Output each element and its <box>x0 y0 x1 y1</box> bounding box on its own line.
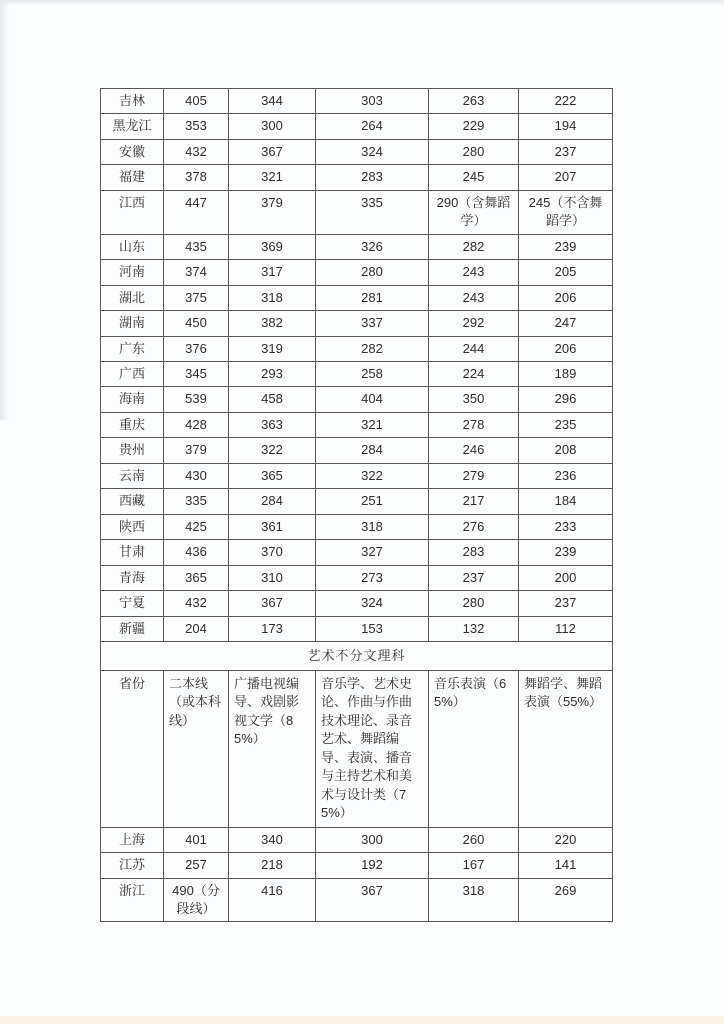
score-cell: 321 <box>229 165 316 190</box>
score-cell: 200 <box>519 565 613 590</box>
score-cell: 324 <box>316 139 429 164</box>
score-cell: 237 <box>519 139 613 164</box>
province-cell: 江苏 <box>101 853 164 878</box>
province-cell: 陕西 <box>101 514 164 539</box>
score-cell: 224 <box>429 361 519 386</box>
score-cell: 344 <box>229 89 316 114</box>
province-score-rows <box>101 89 613 642</box>
score-cell: 245 <box>429 165 519 190</box>
province-cell: 青海 <box>101 565 164 590</box>
province-cell: 吉林 <box>101 89 164 114</box>
score-cell: 206 <box>519 285 613 310</box>
score-cell: 184 <box>519 489 613 514</box>
column-header-musicology-group: 音乐学、艺术史论、作曲与作曲技术理论、录音艺术、舞蹈编导、表演、播音与主持艺术和美术与设计类（75%） <box>316 670 429 827</box>
province-cell: 黑龙江 <box>101 114 164 139</box>
score-cell: 244 <box>429 336 519 361</box>
score-cell: 447 <box>164 190 229 234</box>
score-cell: 280 <box>429 591 519 616</box>
score-cell: 237 <box>519 591 613 616</box>
score-cell: 376 <box>164 336 229 361</box>
score-cell: 284 <box>229 489 316 514</box>
score-cell: 363 <box>229 412 316 437</box>
province-cell: 贵州 <box>101 438 164 463</box>
score-cell: 300 <box>316 827 429 852</box>
table-row <box>101 139 613 164</box>
score-cell: 303 <box>316 89 429 114</box>
score-cell: 432 <box>164 591 229 616</box>
score-cell: 280 <box>429 139 519 164</box>
art-section-rows <box>101 827 613 922</box>
score-cell: 263 <box>429 89 519 114</box>
score-cell: 217 <box>429 489 519 514</box>
score-cell: 337 <box>316 311 429 336</box>
table-row <box>101 190 613 234</box>
table-row <box>101 827 613 852</box>
score-cell: 264 <box>316 114 429 139</box>
table-row <box>101 540 613 565</box>
score-cell: 282 <box>316 336 429 361</box>
score-cell: 206 <box>519 336 613 361</box>
score-cell: 310 <box>229 565 316 590</box>
score-cell: 292 <box>429 311 519 336</box>
table-row <box>101 165 613 190</box>
score-cell: 318 <box>316 514 429 539</box>
score-cell: 278 <box>429 412 519 437</box>
score-cell: 539 <box>164 387 229 412</box>
column-header-second-tier-line: 二本线（或本科线） <box>164 670 229 827</box>
score-cell: 369 <box>229 234 316 259</box>
score-cell: 260 <box>429 827 519 852</box>
score-cell: 229 <box>429 114 519 139</box>
score-cell: 345 <box>164 361 229 386</box>
score-cell: 189 <box>519 361 613 386</box>
province-cell: 河南 <box>101 260 164 285</box>
score-cell: 296 <box>519 387 613 412</box>
column-header-music-performance: 音乐表演（65%） <box>429 670 519 827</box>
score-cell: 327 <box>316 540 429 565</box>
score-cell: 273 <box>316 565 429 590</box>
score-cell: 458 <box>229 387 316 412</box>
score-cell: 247 <box>519 311 613 336</box>
score-cell: 317 <box>229 260 316 285</box>
province-cell: 广西 <box>101 361 164 386</box>
score-cell: 284 <box>316 438 429 463</box>
score-cell: 257 <box>164 853 229 878</box>
province-cell: 江西 <box>101 190 164 234</box>
score-cell: 220 <box>519 827 613 852</box>
province-cell: 云南 <box>101 463 164 488</box>
score-cell: 416 <box>229 878 316 922</box>
score-cell: 251 <box>316 489 429 514</box>
score-cell: 173 <box>229 616 316 641</box>
score-cell: 205 <box>519 260 613 285</box>
score-cell: 112 <box>519 616 613 641</box>
scores-table <box>100 88 613 922</box>
score-cell: 335 <box>164 489 229 514</box>
score-cell: 258 <box>316 361 429 386</box>
score-cell: 239 <box>519 540 613 565</box>
scan-edge-bottom <box>0 1016 724 1024</box>
table-row <box>101 412 613 437</box>
score-cell: 246 <box>429 438 519 463</box>
score-cell: 194 <box>519 114 613 139</box>
score-cell: 436 <box>164 540 229 565</box>
score-cell: 239 <box>519 234 613 259</box>
score-cell: 208 <box>519 438 613 463</box>
section-title-row <box>101 641 613 670</box>
province-cell: 山东 <box>101 234 164 259</box>
province-cell: 海南 <box>101 387 164 412</box>
score-cell: 290（含舞蹈学） <box>429 190 519 234</box>
province-cell: 西藏 <box>101 489 164 514</box>
column-header-dance: 舞蹈学、舞蹈表演（55%） <box>519 670 613 827</box>
score-cell: 237 <box>429 565 519 590</box>
score-cell: 367 <box>229 139 316 164</box>
score-cell: 375 <box>164 285 229 310</box>
table-row <box>101 853 613 878</box>
score-cell: 319 <box>229 336 316 361</box>
score-cell: 236 <box>519 463 613 488</box>
score-cell: 425 <box>164 514 229 539</box>
score-cell: 335 <box>316 190 429 234</box>
section-title: 艺术不分文理科 <box>101 641 613 670</box>
score-cell: 365 <box>164 565 229 590</box>
table-row <box>101 361 613 386</box>
score-cell: 379 <box>164 438 229 463</box>
table-row <box>101 514 613 539</box>
column-header-broadcast-tv: 广播电视编导、戏剧影视文学（85%） <box>229 670 316 827</box>
score-cell: 222 <box>519 89 613 114</box>
score-cell: 141 <box>519 853 613 878</box>
province-cell: 宁夏 <box>101 591 164 616</box>
score-cell: 153 <box>316 616 429 641</box>
score-cell: 280 <box>316 260 429 285</box>
score-cell: 243 <box>429 285 519 310</box>
score-cell: 353 <box>164 114 229 139</box>
province-cell: 新疆 <box>101 616 164 641</box>
score-cell: 233 <box>519 514 613 539</box>
score-cell: 322 <box>229 438 316 463</box>
score-cell: 435 <box>164 234 229 259</box>
score-cell: 318 <box>229 285 316 310</box>
score-cell: 269 <box>519 878 613 922</box>
score-cell: 430 <box>164 463 229 488</box>
table-row <box>101 438 613 463</box>
table-row <box>101 387 613 412</box>
score-cell: 235 <box>519 412 613 437</box>
province-cell: 湖南 <box>101 311 164 336</box>
table-row <box>101 336 613 361</box>
table-row <box>101 114 613 139</box>
table-row <box>101 285 613 310</box>
scan-edge-top <box>0 0 724 6</box>
score-cell: 378 <box>164 165 229 190</box>
province-cell: 安徽 <box>101 139 164 164</box>
province-cell: 福建 <box>101 165 164 190</box>
table-row <box>101 311 613 336</box>
score-cell: 432 <box>164 139 229 164</box>
province-cell: 湖北 <box>101 285 164 310</box>
score-cell: 350 <box>429 387 519 412</box>
province-cell: 甘肃 <box>101 540 164 565</box>
province-cell: 浙江 <box>101 878 164 922</box>
score-cell: 367 <box>229 591 316 616</box>
score-cell: 382 <box>229 311 316 336</box>
score-cell: 379 <box>229 190 316 234</box>
score-cell: 204 <box>164 616 229 641</box>
header-row <box>101 670 613 827</box>
score-cell: 370 <box>229 540 316 565</box>
score-cell: 218 <box>229 853 316 878</box>
table-row <box>101 89 613 114</box>
province-cell: 重庆 <box>101 412 164 437</box>
score-cell: 322 <box>316 463 429 488</box>
score-cell: 279 <box>429 463 519 488</box>
table-row <box>101 565 613 590</box>
column-header-province: 省份 <box>101 670 164 827</box>
score-cell: 300 <box>229 114 316 139</box>
score-cell: 367 <box>316 878 429 922</box>
table-row <box>101 616 613 641</box>
table-row <box>101 463 613 488</box>
score-cell: 365 <box>229 463 316 488</box>
score-cell: 192 <box>316 853 429 878</box>
score-cell: 401 <box>164 827 229 852</box>
score-cell: 276 <box>429 514 519 539</box>
score-cell: 293 <box>229 361 316 386</box>
province-cell: 上海 <box>101 827 164 852</box>
table-row <box>101 234 613 259</box>
score-cell: 245（不含舞蹈学） <box>519 190 613 234</box>
score-cell: 318 <box>429 878 519 922</box>
score-cell: 167 <box>429 853 519 878</box>
score-cell: 340 <box>229 827 316 852</box>
score-cell: 283 <box>316 165 429 190</box>
score-cell: 361 <box>229 514 316 539</box>
table-row <box>101 260 613 285</box>
score-cell: 404 <box>316 387 429 412</box>
score-cell: 326 <box>316 234 429 259</box>
table-row <box>101 489 613 514</box>
score-cell: 243 <box>429 260 519 285</box>
score-cell: 450 <box>164 311 229 336</box>
table-row <box>101 591 613 616</box>
score-cell: 207 <box>519 165 613 190</box>
score-cell: 281 <box>316 285 429 310</box>
score-cell: 490（分段线） <box>164 878 229 922</box>
score-cell: 405 <box>164 89 229 114</box>
score-cell: 132 <box>429 616 519 641</box>
score-cell: 374 <box>164 260 229 285</box>
province-cell: 广东 <box>101 336 164 361</box>
score-cell: 321 <box>316 412 429 437</box>
score-cell: 324 <box>316 591 429 616</box>
score-cell: 283 <box>429 540 519 565</box>
score-cell: 428 <box>164 412 229 437</box>
table-row <box>101 878 613 922</box>
score-cell: 282 <box>429 234 519 259</box>
scan-edge-left <box>0 0 9 420</box>
